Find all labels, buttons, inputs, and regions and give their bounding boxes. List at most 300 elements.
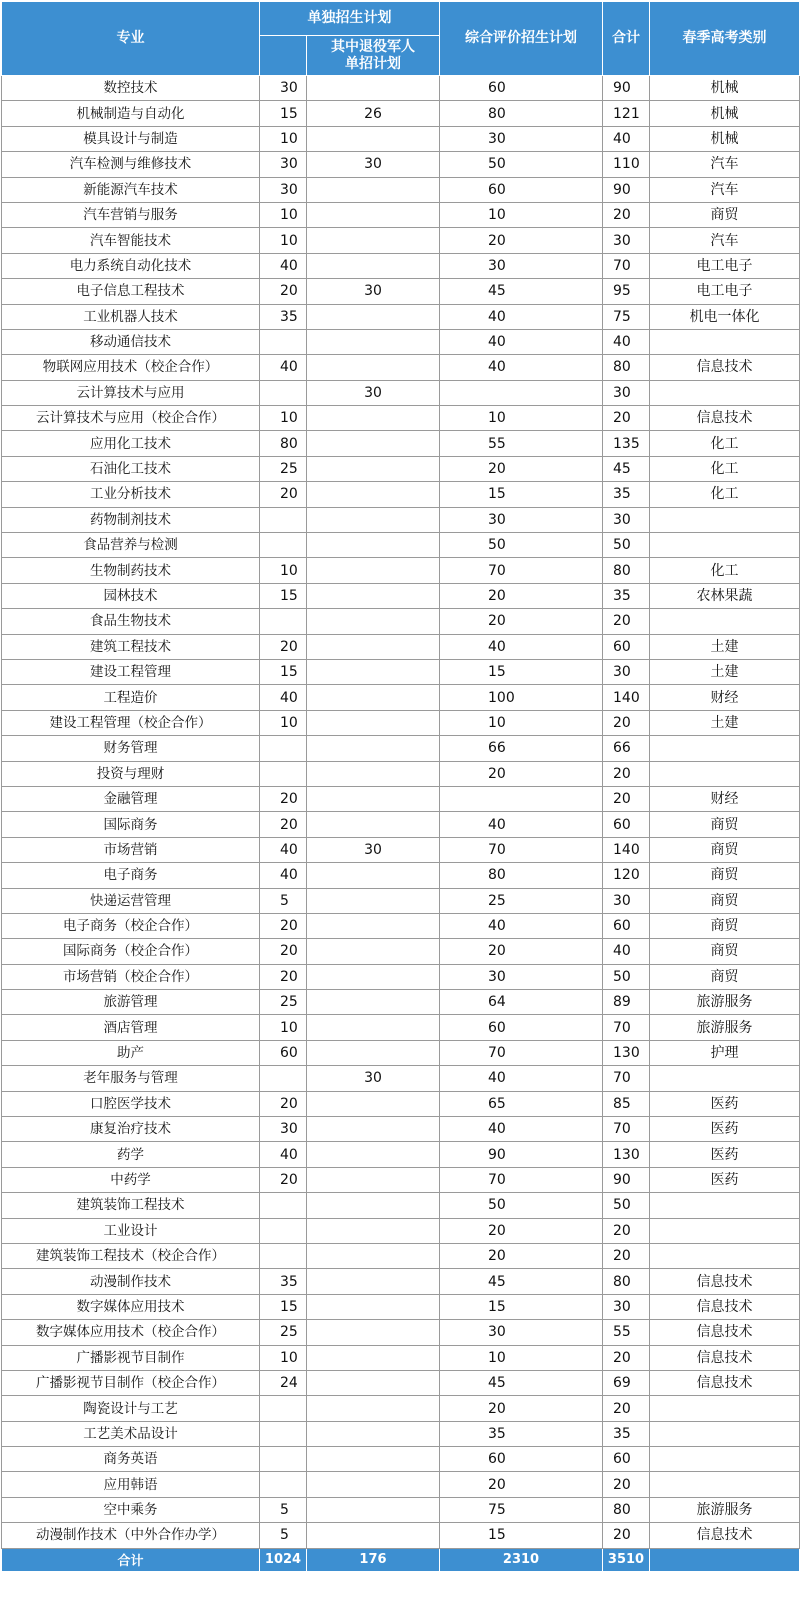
cell-total: 80 (603, 1497, 650, 1522)
cell-total: 30 (603, 507, 650, 532)
cell-category: 信息技术 (650, 1345, 800, 1370)
cell-comprehensive-plan: 65 (440, 1091, 603, 1116)
cell-comprehensive-plan: 45 (440, 279, 603, 304)
cell-total: 69 (603, 1370, 650, 1395)
table-row (2, 482, 800, 507)
cell-single-plan (260, 1218, 307, 1243)
table-row (2, 228, 800, 253)
cell-major: 陶瓷设计与工艺 (2, 1396, 260, 1421)
cell-veteran-plan: 26 (307, 101, 440, 126)
table-row (2, 380, 800, 405)
cell-total: 135 (603, 431, 650, 456)
cell-single-plan: 40 (260, 253, 307, 278)
cell-category: 信息技术 (650, 1294, 800, 1319)
cell-category: 汽车 (650, 152, 800, 177)
cell-veteran-plan (307, 609, 440, 634)
cell-comprehensive-plan: 10 (440, 1345, 603, 1370)
cell-comprehensive-plan: 30 (440, 1320, 603, 1345)
cell-comprehensive-plan: 20 (440, 1243, 603, 1268)
cell-total: 90 (603, 76, 650, 101)
cell-major: 应用韩语 (2, 1472, 260, 1497)
cell-total: 55 (603, 1320, 650, 1345)
cell-category: 商贸 (650, 888, 800, 913)
table-row (2, 1447, 800, 1472)
cell-single-plan: 20 (260, 1091, 307, 1116)
cell-category: 农林果蔬 (650, 583, 800, 608)
cell-single-plan: 10 (260, 202, 307, 227)
cell-comprehensive-plan: 45 (440, 1370, 603, 1395)
cell-major: 动漫制作技术（中外合作办学） (2, 1523, 260, 1548)
footer-single-total: 1024 (260, 1548, 307, 1571)
cell-total: 140 (603, 837, 650, 862)
cell-category: 信息技术 (650, 1370, 800, 1395)
table-row (2, 279, 800, 304)
cell-category: 汽车 (650, 177, 800, 202)
cell-comprehensive-plan: 20 (440, 228, 603, 253)
cell-single-plan (260, 736, 307, 761)
cell-major: 机械制造与自动化 (2, 101, 260, 126)
table-row (2, 659, 800, 684)
cell-major: 数控技术 (2, 76, 260, 101)
cell-comprehensive-plan: 50 (440, 1193, 603, 1218)
cell-total: 70 (603, 1015, 650, 1040)
cell-single-plan: 10 (260, 710, 307, 735)
cell-major: 国际商务（校企合作） (2, 939, 260, 964)
table-row (2, 1472, 800, 1497)
table-row (2, 1167, 800, 1192)
cell-major: 国际商务 (2, 812, 260, 837)
cell-comprehensive-plan: 30 (440, 507, 603, 532)
cell-category: 化工 (650, 456, 800, 481)
cell-comprehensive-plan: 70 (440, 837, 603, 862)
cell-category (650, 1472, 800, 1497)
cell-category (650, 761, 800, 786)
cell-comprehensive-plan: 60 (440, 177, 603, 202)
cell-total: 80 (603, 558, 650, 583)
cell-major: 工业分析技术 (2, 482, 260, 507)
table-row (2, 533, 800, 558)
cell-veteran-plan (307, 1117, 440, 1142)
cell-total: 35 (603, 1421, 650, 1446)
cell-single-plan (260, 329, 307, 354)
cell-veteran-plan (307, 1243, 440, 1268)
table-row (2, 1091, 800, 1116)
table-row (2, 1015, 800, 1040)
cell-major: 石油化工技术 (2, 456, 260, 481)
cell-veteran-plan (307, 228, 440, 253)
cell-veteran-plan (307, 964, 440, 989)
cell-category (650, 1193, 800, 1218)
cell-major: 广播影视节目制作 (2, 1345, 260, 1370)
cell-veteran-plan (307, 939, 440, 964)
cell-total: 35 (603, 482, 650, 507)
table-row (2, 304, 800, 329)
cell-veteran-plan: 30 (307, 152, 440, 177)
table-row (2, 863, 800, 888)
cell-major: 老年服务与管理 (2, 1066, 260, 1091)
cell-category (650, 1066, 800, 1091)
cell-veteran-plan (307, 253, 440, 278)
cell-veteran-plan (307, 1396, 440, 1421)
cell-major: 酒店管理 (2, 1015, 260, 1040)
cell-major: 建筑装饰工程技术 (2, 1193, 260, 1218)
table-row (2, 710, 800, 735)
cell-category: 医药 (650, 1142, 800, 1167)
col-header-comprehensive-plan: 综合评价招生计划 (440, 2, 603, 76)
cell-total: 95 (603, 279, 650, 304)
cell-major: 电子商务 (2, 863, 260, 888)
cell-veteran-plan (307, 1091, 440, 1116)
cell-single-plan: 15 (260, 659, 307, 684)
cell-total: 130 (603, 1040, 650, 1065)
cell-major: 市场营销 (2, 837, 260, 862)
cell-veteran-plan (307, 76, 440, 101)
cell-single-plan: 80 (260, 431, 307, 456)
cell-total: 70 (603, 253, 650, 278)
cell-veteran-plan (307, 1447, 440, 1472)
cell-category: 信息技术 (650, 1320, 800, 1345)
cell-veteran-plan (307, 990, 440, 1015)
cell-comprehensive-plan: 30 (440, 964, 603, 989)
cell-single-plan: 15 (260, 1294, 307, 1319)
col-header-veteran-plan: 其中退役军人单招计划 (307, 36, 440, 76)
cell-comprehensive-plan: 40 (440, 812, 603, 837)
table-row (2, 431, 800, 456)
cell-total: 40 (603, 939, 650, 964)
cell-major: 建设工程管理 (2, 659, 260, 684)
cell-category: 土建 (650, 634, 800, 659)
table-row (2, 964, 800, 989)
table-row (2, 1218, 800, 1243)
cell-veteran-plan (307, 482, 440, 507)
cell-category: 商贸 (650, 863, 800, 888)
cell-total: 35 (603, 583, 650, 608)
cell-single-plan: 10 (260, 1015, 307, 1040)
table-row (2, 812, 800, 837)
cell-comprehensive-plan: 66 (440, 736, 603, 761)
cell-single-plan: 30 (260, 152, 307, 177)
table-row (2, 507, 800, 532)
table-row (2, 1421, 800, 1446)
cell-category: 汽车 (650, 228, 800, 253)
cell-comprehensive-plan: 70 (440, 1040, 603, 1065)
cell-total: 90 (603, 1167, 650, 1192)
cell-single-plan (260, 380, 307, 405)
cell-veteran-plan (307, 634, 440, 659)
cell-total: 40 (603, 126, 650, 151)
cell-single-plan: 20 (260, 634, 307, 659)
cell-category: 医药 (650, 1167, 800, 1192)
cell-major: 汽车检测与维修技术 (2, 152, 260, 177)
cell-category: 信息技术 (650, 355, 800, 380)
table-row (2, 888, 800, 913)
table-header (2, 2, 800, 76)
cell-single-plan: 5 (260, 888, 307, 913)
col-header-single-plan: 单独招生计划 (260, 2, 440, 36)
cell-single-plan: 20 (260, 786, 307, 811)
cell-major: 云计算技术与应用 (2, 380, 260, 405)
cell-total: 20 (603, 202, 650, 227)
cell-veteran-plan (307, 431, 440, 456)
cell-total: 50 (603, 964, 650, 989)
cell-single-plan: 15 (260, 101, 307, 126)
table-row (2, 76, 800, 101)
cell-category (650, 1243, 800, 1268)
table-row (2, 1066, 800, 1091)
cell-veteran-plan (307, 355, 440, 380)
cell-veteran-plan (307, 329, 440, 354)
cell-major: 投资与理财 (2, 761, 260, 786)
cell-veteran-plan (307, 1167, 440, 1192)
cell-total: 50 (603, 533, 650, 558)
cell-single-plan: 20 (260, 964, 307, 989)
cell-category (650, 609, 800, 634)
cell-major: 空中乘务 (2, 1497, 260, 1522)
cell-comprehensive-plan: 20 (440, 456, 603, 481)
cell-single-plan: 30 (260, 1117, 307, 1142)
cell-comprehensive-plan: 15 (440, 482, 603, 507)
cell-category: 商贸 (650, 913, 800, 938)
table-row (2, 990, 800, 1015)
cell-veteran-plan (307, 659, 440, 684)
cell-total: 50 (603, 1193, 650, 1218)
cell-major: 移动通信技术 (2, 329, 260, 354)
cell-category (650, 380, 800, 405)
cell-veteran-plan (307, 1370, 440, 1395)
cell-total: 75 (603, 304, 650, 329)
cell-comprehensive-plan: 20 (440, 1472, 603, 1497)
cell-single-plan: 40 (260, 837, 307, 862)
col-header-major: 专业 (2, 2, 260, 76)
cell-category: 商贸 (650, 812, 800, 837)
cell-comprehensive-plan: 75 (440, 1497, 603, 1522)
cell-major: 康复治疗技术 (2, 1117, 260, 1142)
cell-major: 建设工程管理（校企合作） (2, 710, 260, 735)
cell-comprehensive-plan: 30 (440, 253, 603, 278)
cell-comprehensive-plan: 20 (440, 1218, 603, 1243)
cell-veteran-plan (307, 177, 440, 202)
cell-total: 66 (603, 736, 650, 761)
cell-single-plan: 30 (260, 76, 307, 101)
cell-major: 食品生物技术 (2, 609, 260, 634)
table-row (2, 609, 800, 634)
cell-category: 商贸 (650, 939, 800, 964)
cell-single-plan: 20 (260, 482, 307, 507)
cell-comprehensive-plan: 40 (440, 634, 603, 659)
cell-total: 60 (603, 634, 650, 659)
cell-comprehensive-plan: 15 (440, 659, 603, 684)
cell-comprehensive-plan: 40 (440, 304, 603, 329)
cell-category: 土建 (650, 659, 800, 684)
cell-major: 汽车营销与服务 (2, 202, 260, 227)
cell-comprehensive-plan: 15 (440, 1294, 603, 1319)
table-row (2, 1497, 800, 1522)
cell-total: 20 (603, 1218, 650, 1243)
cell-total: 121 (603, 101, 650, 126)
cell-veteran-plan: 30 (307, 1066, 440, 1091)
cell-major: 工业设计 (2, 1218, 260, 1243)
cell-total: 60 (603, 812, 650, 837)
table-row (2, 202, 800, 227)
cell-comprehensive-plan: 20 (440, 1396, 603, 1421)
cell-single-plan: 40 (260, 685, 307, 710)
cell-comprehensive-plan: 40 (440, 913, 603, 938)
cell-total: 30 (603, 888, 650, 913)
cell-major: 口腔医学技术 (2, 1091, 260, 1116)
cell-total: 120 (603, 863, 650, 888)
cell-total: 20 (603, 1523, 650, 1548)
cell-category (650, 736, 800, 761)
cell-category: 医药 (650, 1091, 800, 1116)
cell-single-plan: 20 (260, 1167, 307, 1192)
cell-category: 化工 (650, 431, 800, 456)
cell-total: 30 (603, 228, 650, 253)
table-row (2, 1117, 800, 1142)
cell-veteran-plan (307, 913, 440, 938)
col-header-category: 春季高考类别 (650, 2, 800, 76)
footer-veteran-total: 176 (307, 1548, 440, 1571)
cell-total: 20 (603, 786, 650, 811)
cell-veteran-plan (307, 1421, 440, 1446)
table-row (2, 1193, 800, 1218)
cell-single-plan: 30 (260, 177, 307, 202)
cell-category (650, 1447, 800, 1472)
table-row (2, 1523, 800, 1548)
cell-veteran-plan (307, 812, 440, 837)
cell-veteran-plan (307, 1269, 440, 1294)
footer-label: 合计 (2, 1548, 260, 1571)
table-row (2, 913, 800, 938)
cell-major: 商务英语 (2, 1447, 260, 1472)
cell-major: 助产 (2, 1040, 260, 1065)
cell-comprehensive-plan: 70 (440, 558, 603, 583)
cell-veteran-plan (307, 202, 440, 227)
cell-category (650, 1421, 800, 1446)
footer-grand-total: 3510 (603, 1548, 650, 1571)
cell-comprehensive-plan: 20 (440, 939, 603, 964)
cell-single-plan: 10 (260, 228, 307, 253)
cell-category (650, 533, 800, 558)
cell-category (650, 329, 800, 354)
cell-comprehensive-plan: 10 (440, 406, 603, 431)
col-header-total: 合计 (603, 2, 650, 76)
cell-total: 89 (603, 990, 650, 1015)
cell-veteran-plan (307, 685, 440, 710)
table-row (2, 456, 800, 481)
cell-total: 20 (603, 609, 650, 634)
table-row (2, 329, 800, 354)
cell-total: 30 (603, 1294, 650, 1319)
cell-veteran-plan (307, 558, 440, 583)
cell-major: 工程造价 (2, 685, 260, 710)
cell-category: 信息技术 (650, 1523, 800, 1548)
cell-veteran-plan (307, 507, 440, 532)
cell-major: 药学 (2, 1142, 260, 1167)
cell-major: 新能源汽车技术 (2, 177, 260, 202)
cell-category: 医药 (650, 1117, 800, 1142)
cell-total: 140 (603, 685, 650, 710)
cell-total: 20 (603, 761, 650, 786)
cell-category: 电工电子 (650, 279, 800, 304)
cell-major: 旅游管理 (2, 990, 260, 1015)
cell-major: 电力系统自动化技术 (2, 253, 260, 278)
cell-single-plan (260, 1066, 307, 1091)
cell-single-plan: 10 (260, 406, 307, 431)
cell-veteran-plan (307, 1142, 440, 1167)
cell-category: 财经 (650, 786, 800, 811)
table-row (2, 761, 800, 786)
table-row (2, 736, 800, 761)
cell-comprehensive-plan: 10 (440, 202, 603, 227)
table-row (2, 558, 800, 583)
cell-category (650, 507, 800, 532)
cell-veteran-plan (307, 406, 440, 431)
cell-major: 动漫制作技术 (2, 1269, 260, 1294)
cell-veteran-plan (307, 1015, 440, 1040)
cell-comprehensive-plan (440, 380, 603, 405)
cell-major: 应用化工技术 (2, 431, 260, 456)
cell-total: 30 (603, 659, 650, 684)
cell-comprehensive-plan: 70 (440, 1167, 603, 1192)
cell-total: 60 (603, 913, 650, 938)
table-row (2, 1269, 800, 1294)
cell-major: 工艺美术品设计 (2, 1421, 260, 1446)
cell-veteran-plan (307, 583, 440, 608)
cell-veteran-plan (307, 710, 440, 735)
cell-veteran-plan (307, 736, 440, 761)
cell-category (650, 1396, 800, 1421)
cell-category: 机械 (650, 76, 800, 101)
table-row (2, 1294, 800, 1319)
cell-category: 护理 (650, 1040, 800, 1065)
col-header-single-blank (260, 36, 307, 76)
table-row (2, 406, 800, 431)
cell-comprehensive-plan: 50 (440, 533, 603, 558)
cell-veteran-plan (307, 304, 440, 329)
enrollment-plan-table (1, 1, 800, 1572)
cell-comprehensive-plan: 55 (440, 431, 603, 456)
cell-single-plan: 10 (260, 1345, 307, 1370)
cell-major: 药物制剂技术 (2, 507, 260, 532)
cell-veteran-plan: 30 (307, 837, 440, 862)
cell-veteran-plan (307, 1193, 440, 1218)
footer-comprehensive-total: 2310 (440, 1548, 603, 1571)
cell-comprehensive-plan: 25 (440, 888, 603, 913)
cell-single-plan: 60 (260, 1040, 307, 1065)
cell-total: 30 (603, 380, 650, 405)
footer-category (650, 1548, 800, 1571)
cell-total: 90 (603, 177, 650, 202)
table-footer (2, 1548, 800, 1571)
cell-veteran-plan (307, 1523, 440, 1548)
cell-single-plan: 40 (260, 1142, 307, 1167)
cell-category: 化工 (650, 558, 800, 583)
cell-major: 数字媒体应用技术（校企合作） (2, 1320, 260, 1345)
cell-single-plan (260, 507, 307, 532)
cell-total: 85 (603, 1091, 650, 1116)
cell-comprehensive-plan: 40 (440, 355, 603, 380)
cell-major: 中药学 (2, 1167, 260, 1192)
cell-veteran-plan (307, 456, 440, 481)
cell-comprehensive-plan: 100 (440, 685, 603, 710)
cell-comprehensive-plan: 40 (440, 329, 603, 354)
table-row (2, 1040, 800, 1065)
table-row (2, 1320, 800, 1345)
cell-category: 电工电子 (650, 253, 800, 278)
table-row (2, 253, 800, 278)
cell-category: 土建 (650, 710, 800, 735)
cell-major: 物联网应用技术（校企合作） (2, 355, 260, 380)
